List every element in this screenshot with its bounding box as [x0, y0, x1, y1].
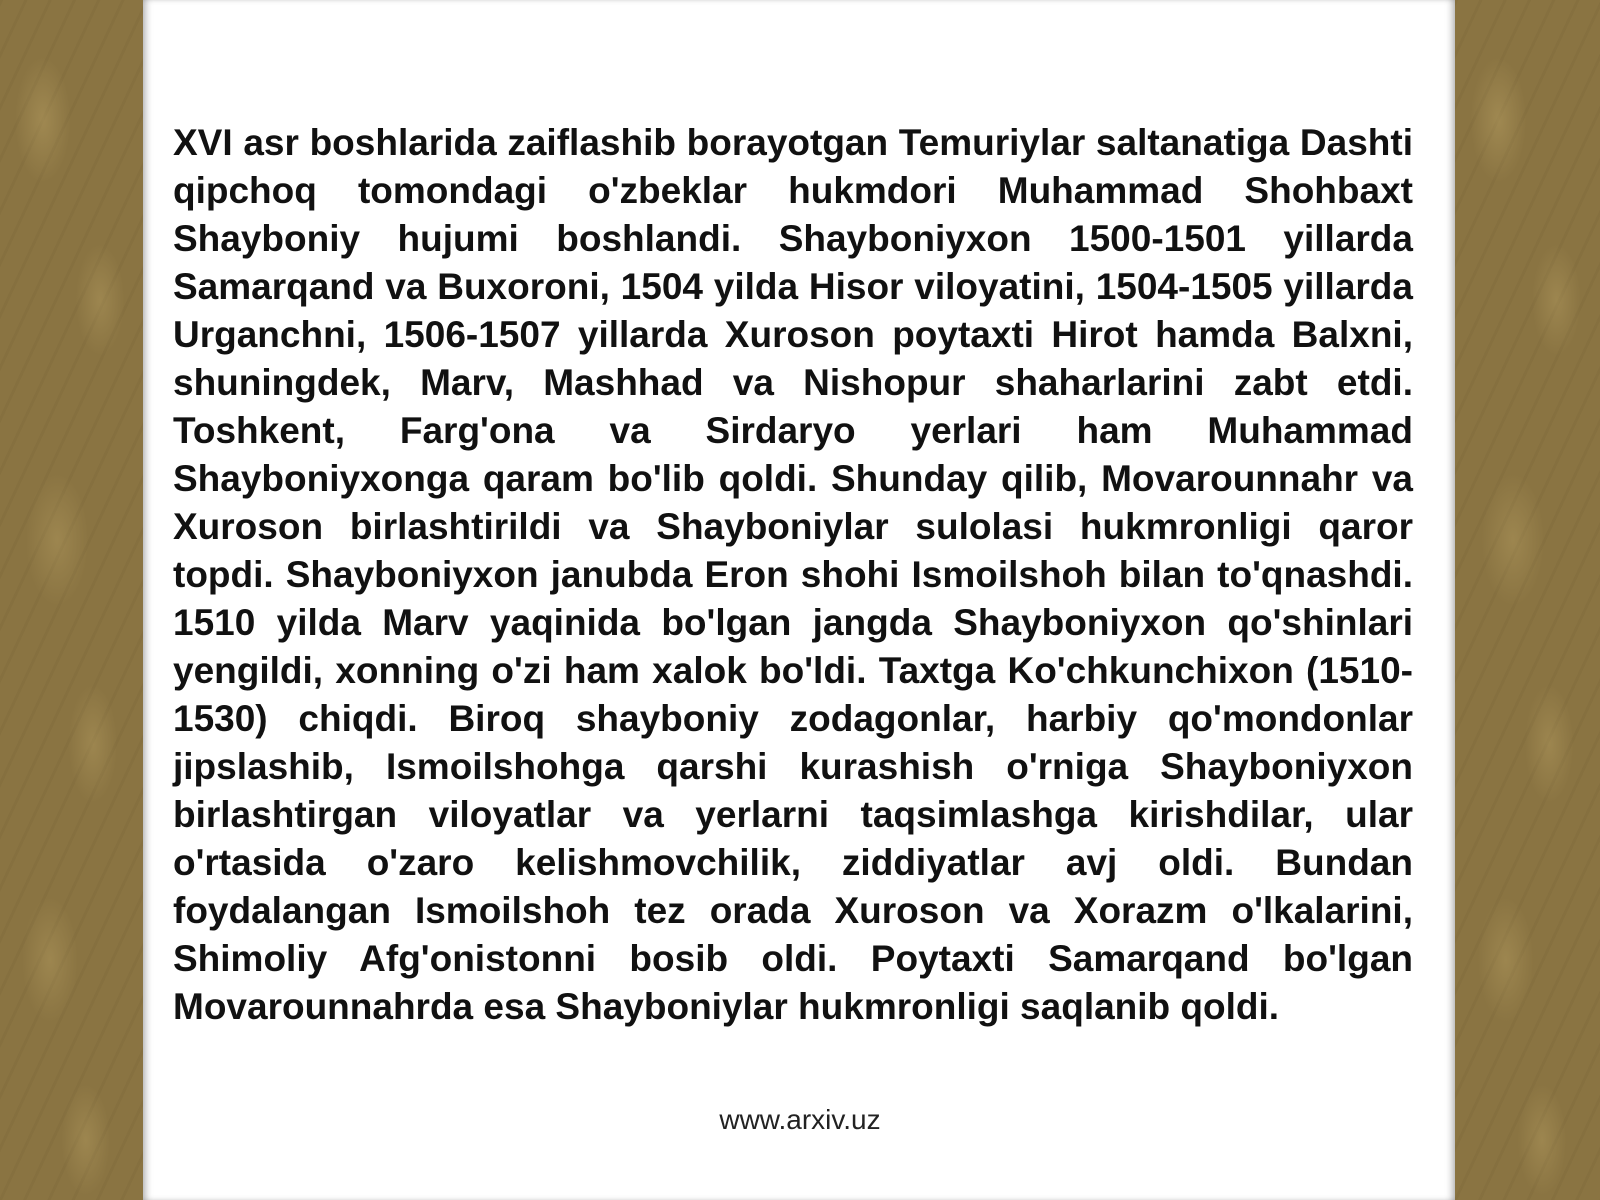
body-paragraph: XVI asr boshlarida zaiflashib borayotgan Temuriylar saltanatiga Dashti qipchoq tomondagi o'zbeklar hukmdori Muhammad Shohbaxt Shayboniy hujumi boshlandi. Shayboniyxon 1500-1501 yillarda Samarqand va Buxoroni, 1504 yilda Hisor viloyatini, 1504-1505 yillarda Urganchni, 1506-1507 yillarda Xuroson poytaxti Hirot hamda Balxni, shuningdek, Marv, Mashhad va Nishopur shaharlarini zabt etdi. Toshkent, Farg'ona va Sirdaryo yerlari ham Muhammad Shayboniyxonga qaram bo'lib qoldi. Shunday qilib, Movarounnahr va Xuroson birlashtirildi va Shayboniylar sulolasi hukmronligi qaror topdi. Shayboniyxon janubda Eron shohi Ismoilshoh bilan to'qnashdi. 1510 yilda Marv yaqinida bo'lgan jangda Shayboniyxon qo'shinlari yengildi, xonning o'zi ham xalok bo'ldi. Taxtga Ko'chkunchixon (1510-1530) chiqdi. Biroq shayboniy zodagonlar, harbiy qo'mondonlar jipslashib, Ismoilshohga qarshi kurashish o'rniga Shayboniyxon birlashtirgan viloyatlar va yerlarni taqsimlashga kirishdilar, ular o'rtasida o'zaro kelishmovchilik, ziddiyatlar avj oldi. Bundan foydalangan Ismoilshoh tez orada Xuroson va Xorazm o'lkalarini, Shimoliy Afg'onistonni bosib oldi. Poytaxti Samarqand bo'lgan Movarounnahrda esa Shayboniylar hukmronligi saqlanib qoldi. — [173, 122, 1413, 1027]
decorative-border-right — [1455, 0, 1600, 1200]
decorative-border-left — [0, 0, 143, 1200]
footer-website: www.arxiv.uz — [719, 1104, 881, 1135]
